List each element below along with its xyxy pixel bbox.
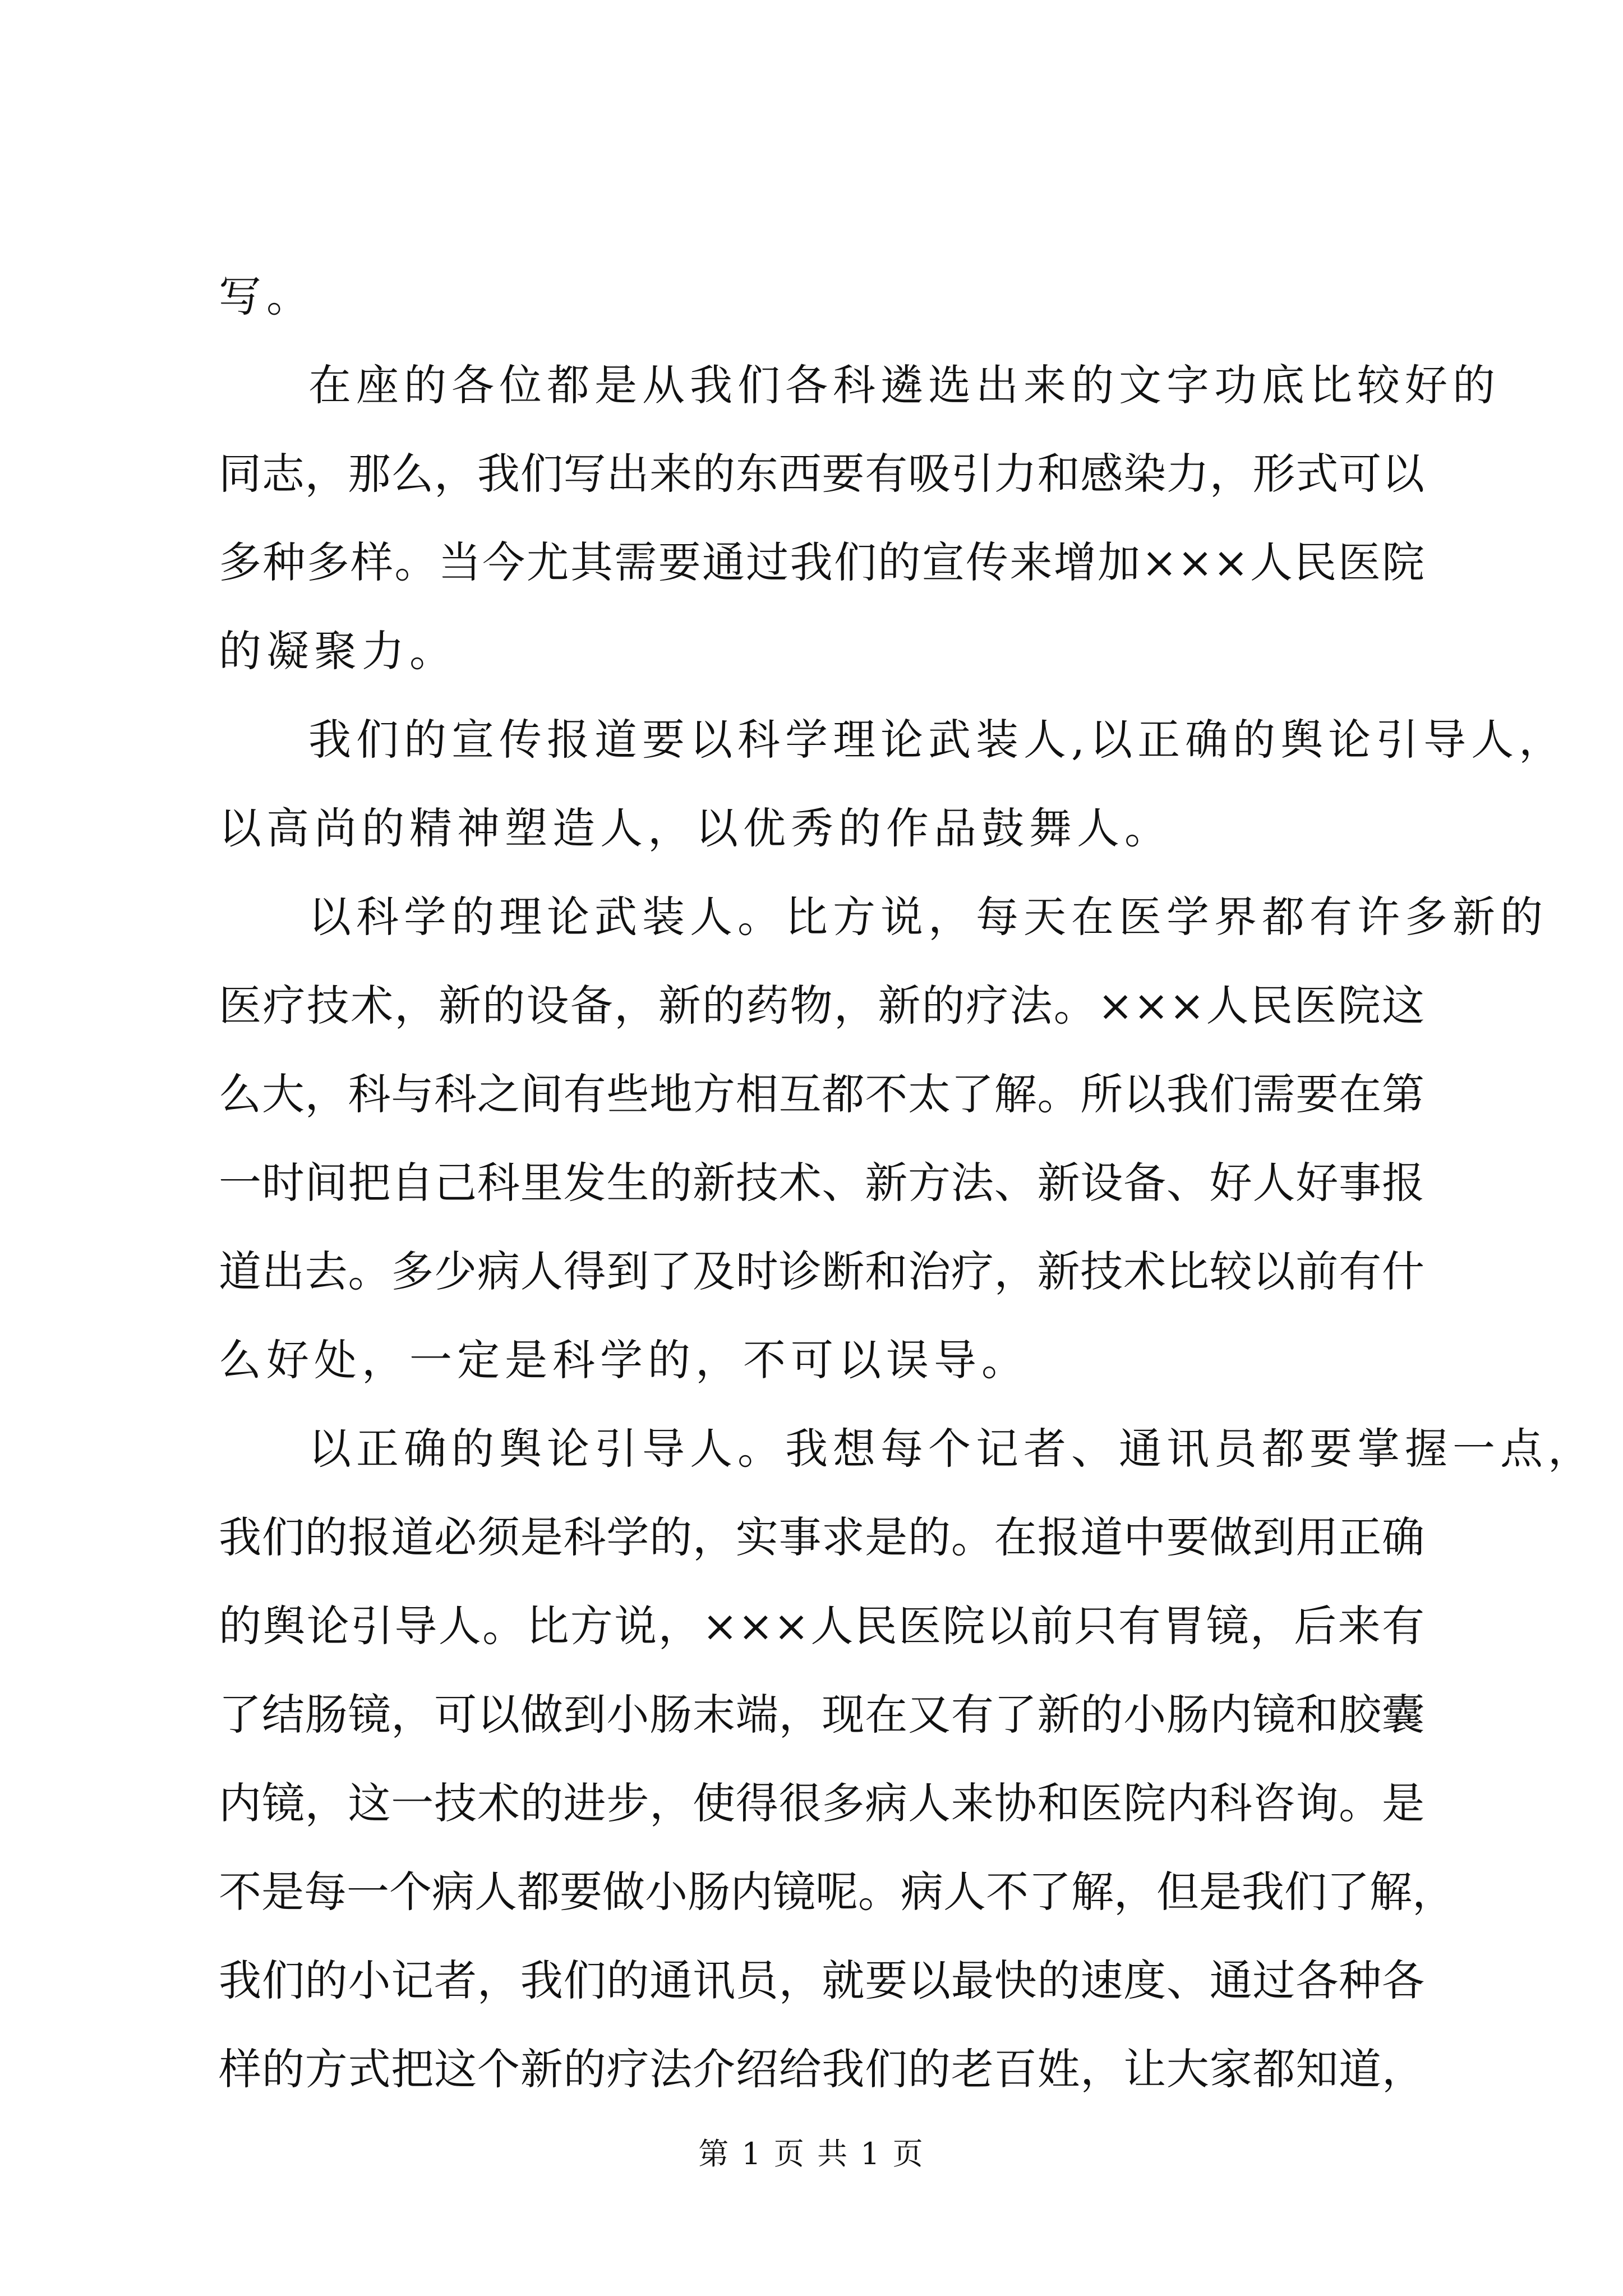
text-line: 么大，科与科之间有些地方相互都不太了解。所以我们需要在第 (219, 1069, 1424, 1119)
text-line: 不是每一个病人都要做小肠内镜呢。病人不了解，但是我们了解， (219, 1867, 1455, 1917)
text-line: 么好处，一定是科学的，不可以误导。 (219, 1335, 1029, 1385)
text-line: 的凝聚力。 (219, 626, 457, 676)
text-line: 我们的报道必须是科学的，实事求是的。在报道中要做到用正确 (219, 1512, 1424, 1562)
paragraph-start-line: 以正确的舆论引导人。我想每个记者、通讯员都要掌握一点， (308, 1424, 1596, 1474)
text-line: 多种多样。当今尤其需要通过我们的宣传来增加×××人民医院 (219, 537, 1424, 587)
text-line: 样的方式把这个新的疗法介绍给我们的老百姓，让大家都知道， (219, 2044, 1424, 2094)
text-line: 以高尚的精神塑造人，以优秀的作品鼓舞人。 (219, 803, 1172, 853)
text-line: 的舆论引导人。比方说，×××人民医院以前只有胃镜，后来有 (219, 1601, 1424, 1651)
text-line: 了结肠镜，可以做到小肠末端，现在又有了新的小肠内镜和胶囊 (219, 1690, 1424, 1740)
text-line: 内镜，这一技术的进步，使得很多病人来协和医院内科咨询。是 (219, 1778, 1424, 1828)
text-line: 医疗技术，新的设备，新的药物，新的疗法。×××人民医院这 (219, 981, 1424, 1030)
text-line: 同志，那么，我们写出来的东西要有吸引力和感染力，形式可以 (219, 449, 1424, 499)
paragraph-start-line: 我们的宣传报道要以科学理论武装人,以正确的舆论引导人， (308, 715, 1567, 765)
text-line: 写。 (219, 272, 314, 321)
text-line: 一时间把自己科里发生的新技术、新方法、新设备、好人好事报 (219, 1158, 1424, 1208)
paragraph-start-line: 以科学的理论武装人。比方说，每天在医学界都有许多新的 (308, 892, 1548, 942)
text-line: 我们的小记者，我们的通讯员，就要以最快的速度、通过各种各 (219, 1955, 1424, 2005)
paragraph-start-line: 在座的各位都是从我们各科遴选出来的文字功底比较好的 (308, 360, 1500, 410)
page-number-footer: 第 1 页 共 1 页 (698, 2136, 925, 2171)
text-line: 道出去。多少病人得到了及时诊断和治疗，新技术比较以前有什 (219, 1246, 1424, 1296)
document-body (219, 252, 1596, 2114)
